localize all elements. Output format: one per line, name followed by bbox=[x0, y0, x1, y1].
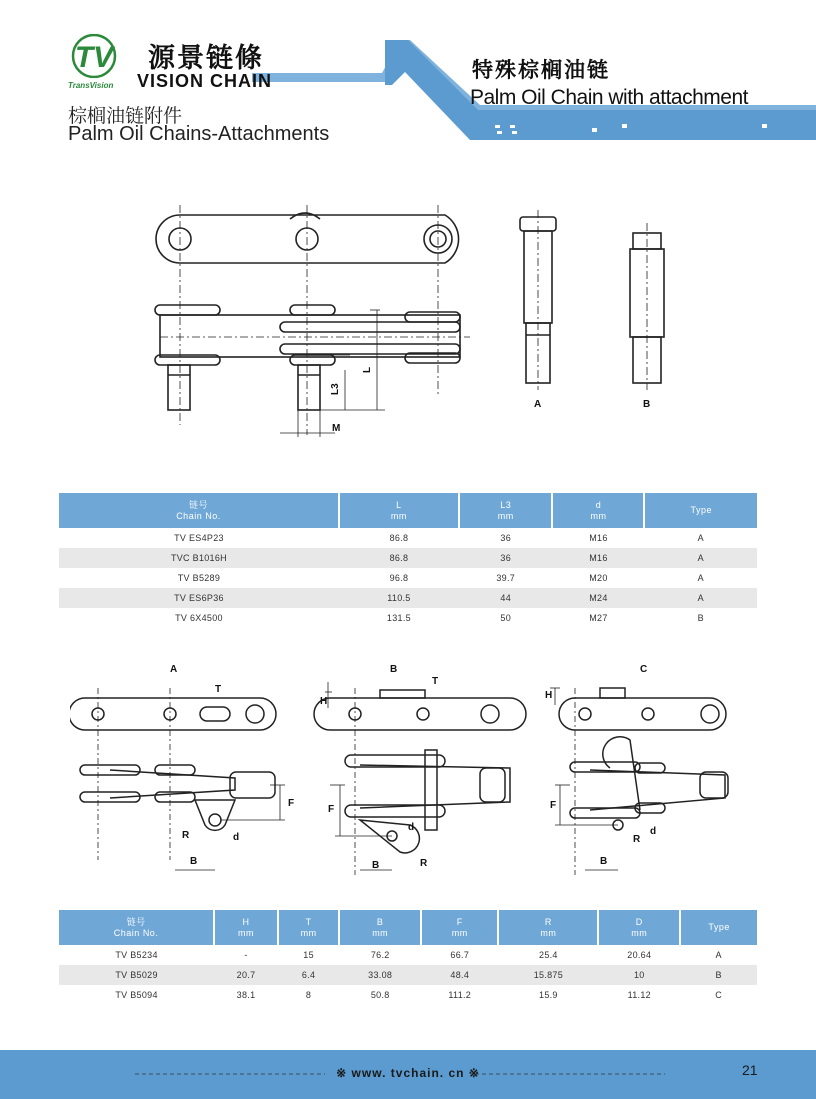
table-cell: C bbox=[715, 990, 723, 1000]
column-header-line2: mm bbox=[451, 927, 468, 938]
table-cell: 10 bbox=[598, 965, 680, 985]
label-b-a: B bbox=[190, 856, 198, 867]
table-cell: 96.8 bbox=[389, 573, 409, 583]
page-title-en: Palm Oil Chain with attachment bbox=[470, 86, 748, 109]
column-header-line1: B bbox=[376, 916, 384, 927]
table-cell: B bbox=[697, 613, 704, 623]
pin-label-a: A bbox=[534, 399, 542, 410]
table-cell: 8 bbox=[305, 990, 312, 1000]
table-cell: TV B5029 bbox=[59, 965, 214, 985]
table-cell: A bbox=[644, 588, 757, 608]
table-row bbox=[59, 965, 757, 985]
label-f-b: F bbox=[328, 804, 335, 815]
column-header-line1: H bbox=[242, 916, 250, 927]
column-header-line2: Chain No. bbox=[113, 927, 159, 938]
column-header-line2: mm bbox=[590, 510, 607, 521]
table-cell: TVC B1016H bbox=[59, 548, 339, 568]
table-cell: 66.7 bbox=[450, 950, 470, 960]
table-cell: 15.9 bbox=[539, 990, 558, 1000]
table-cell: 110.5 bbox=[339, 588, 459, 608]
column-header bbox=[278, 910, 339, 945]
column-header-line2: mm bbox=[390, 510, 407, 521]
table-cell: 86.8 bbox=[339, 548, 459, 568]
page-title-cn: 特殊棕榈油链 bbox=[472, 58, 610, 82]
column-header-line1: R bbox=[544, 916, 552, 927]
label-h-b: H bbox=[320, 696, 328, 707]
column-header bbox=[680, 910, 757, 945]
column-header bbox=[339, 493, 459, 528]
table-cell: M20 bbox=[589, 573, 608, 583]
table-row bbox=[59, 588, 757, 608]
type-label-b: B bbox=[390, 664, 398, 675]
column-header-line1: Type bbox=[708, 922, 730, 932]
table-cell: 25.4 bbox=[539, 950, 558, 960]
chain-spec-table-2 bbox=[59, 910, 757, 1005]
logo-mark: TV bbox=[74, 41, 114, 74]
logo-caption: TransVision bbox=[68, 81, 114, 90]
column-header bbox=[339, 910, 421, 945]
label-r-b: R bbox=[420, 858, 428, 869]
brand-name-cn: 源景链條 bbox=[148, 43, 264, 74]
table-cell: 11.12 bbox=[627, 990, 651, 1000]
type-label-a: A bbox=[170, 664, 178, 675]
logo-icon bbox=[66, 34, 122, 78]
table-cell: M24 bbox=[552, 588, 644, 608]
table-header-row bbox=[59, 910, 757, 945]
pin-label-b: B bbox=[643, 399, 651, 410]
table-cell: 38.1 bbox=[236, 990, 256, 1000]
label-l3: L3 bbox=[330, 383, 341, 395]
label-d-c: d bbox=[650, 826, 657, 837]
column-header bbox=[644, 493, 757, 528]
table-row bbox=[59, 548, 757, 568]
table-cell: 131.5 bbox=[386, 613, 411, 623]
column-header bbox=[214, 910, 278, 945]
table-cell: TV 6X4500 bbox=[175, 613, 223, 623]
column-header-line1: L bbox=[396, 499, 402, 510]
table-cell: 15.875 bbox=[498, 965, 598, 985]
table-cell: A bbox=[644, 548, 757, 568]
chain-spec-table-1 bbox=[59, 493, 757, 628]
column-header bbox=[498, 910, 598, 945]
page-number: 21 bbox=[742, 1062, 758, 1078]
label-r-c: R bbox=[633, 834, 641, 845]
label-t-a: T bbox=[215, 684, 222, 695]
column-header bbox=[59, 493, 339, 528]
label-f-a: F bbox=[288, 798, 295, 809]
table-cell: M16 bbox=[589, 533, 608, 543]
column-header-line2: Chain No. bbox=[176, 510, 221, 521]
column-header-line1: L3 bbox=[500, 499, 512, 510]
table-cell: TV ES6P36 bbox=[59, 588, 339, 608]
table-cell: 20.7 bbox=[214, 965, 278, 985]
table-cell: A bbox=[715, 950, 722, 960]
table-cell: 39.7 bbox=[496, 573, 516, 583]
section-title-en: Palm Oil Chains-Attachments bbox=[68, 123, 330, 145]
table-row bbox=[59, 608, 757, 628]
label-d-b: d bbox=[408, 822, 415, 833]
table-cell: 76.2 bbox=[370, 950, 390, 960]
table-cell: TV B5289 bbox=[177, 573, 221, 583]
table-cell: 15 bbox=[303, 950, 314, 960]
column-header-line2: mm bbox=[372, 927, 389, 938]
table-cell: 20.64 bbox=[627, 950, 652, 960]
type-label-c: C bbox=[640, 664, 648, 675]
brand-name-en: VISION CHAIN bbox=[137, 71, 273, 91]
column-header bbox=[552, 493, 644, 528]
table-cell: 111.2 bbox=[448, 990, 472, 1000]
table-row bbox=[59, 985, 757, 1005]
column-header-line1: 链号 bbox=[126, 916, 146, 927]
table-cell: - bbox=[244, 950, 248, 960]
label-h-c: H bbox=[545, 690, 553, 701]
table-cell: 50 bbox=[500, 613, 512, 623]
table-header-row bbox=[59, 493, 757, 528]
attachment-drawings bbox=[70, 660, 750, 890]
label-b-c: B bbox=[600, 856, 608, 867]
table-cell: 36 bbox=[500, 533, 512, 543]
table-cell: TV B5234 bbox=[115, 950, 158, 960]
column-header-line1: Type bbox=[690, 505, 712, 515]
table-cell: TV ES4P23 bbox=[174, 533, 224, 543]
column-header-line1: T bbox=[305, 916, 312, 927]
label-b-b: B bbox=[372, 860, 380, 871]
table-cell: 86.8 bbox=[389, 533, 409, 543]
table-cell: 48.4 bbox=[421, 965, 498, 985]
table-row bbox=[59, 945, 757, 965]
column-header-line1: d bbox=[595, 499, 602, 510]
footer-url[interactable]: ※ www. tvchain. cn ※ bbox=[336, 1066, 480, 1080]
label-d-a: d bbox=[233, 832, 240, 843]
column-header-line1: D bbox=[635, 916, 643, 927]
label-r-a: R bbox=[182, 830, 190, 841]
column-header bbox=[421, 910, 498, 945]
table-cell: TV B5094 bbox=[115, 990, 158, 1000]
table-row bbox=[59, 568, 757, 588]
table-cell: 33.08 bbox=[339, 965, 421, 985]
column-header bbox=[598, 910, 680, 945]
section-title-cn: 棕榈油链附件 bbox=[68, 105, 183, 127]
column-header-line2: mm bbox=[300, 927, 317, 938]
table-cell: 50.8 bbox=[370, 990, 390, 1000]
label-t-b: T bbox=[432, 676, 439, 687]
table-cell: M16 bbox=[552, 548, 644, 568]
table-cell: 6.4 bbox=[278, 965, 339, 985]
table-cell: B bbox=[680, 965, 757, 985]
label-l: L bbox=[362, 366, 373, 373]
table-cell: A bbox=[697, 533, 704, 543]
table-cell: M27 bbox=[589, 613, 608, 623]
label-m: M bbox=[332, 423, 341, 434]
table-cell: 36 bbox=[459, 548, 553, 568]
table-cell: A bbox=[697, 573, 704, 583]
chain-drawing-1 bbox=[140, 205, 700, 445]
column-header-line2: mm bbox=[497, 510, 514, 521]
column-header-line2: mm bbox=[540, 927, 557, 938]
table-cell: 44 bbox=[459, 588, 553, 608]
column-header-line2: mm bbox=[631, 927, 648, 938]
column-header-line2: mm bbox=[238, 927, 255, 938]
column-header-line1: F bbox=[456, 916, 463, 927]
label-f-c: F bbox=[550, 800, 557, 811]
column-header bbox=[459, 493, 553, 528]
table-row bbox=[59, 528, 757, 548]
column-header bbox=[59, 910, 214, 945]
column-header-line1: 链号 bbox=[188, 499, 208, 510]
